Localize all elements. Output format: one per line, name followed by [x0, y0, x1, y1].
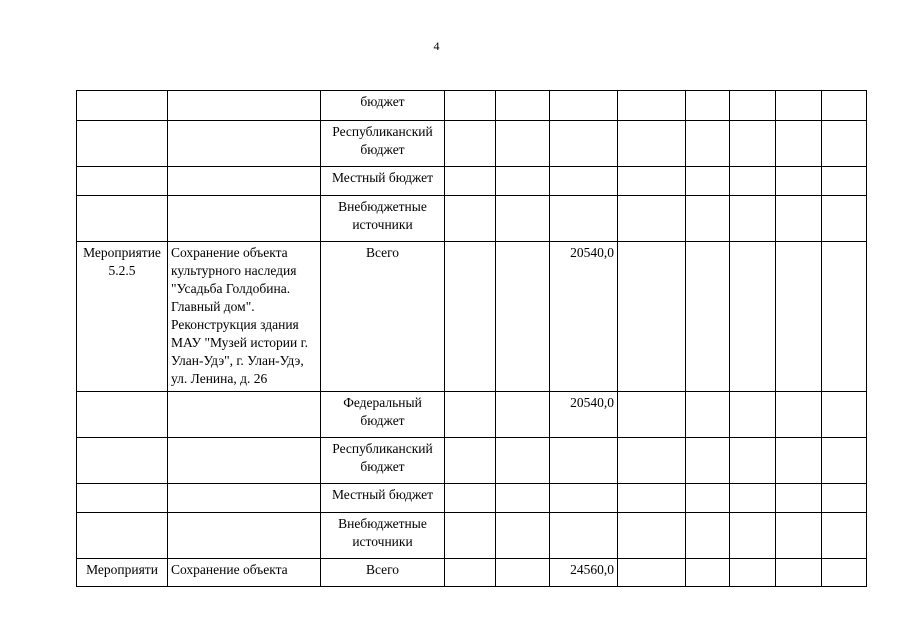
- description-cell: Сохранение объекта культурного наследия "Усадьба Голдобина. Главный дом". Реконструкция здания МАУ "Музей истории г. Улан-Удэ", г. Улан-Удэ, ул. Ленина, д. 26: [168, 242, 321, 392]
- empty-cell: [445, 392, 496, 438]
- amount-cell: [550, 484, 618, 513]
- empty-cell: [730, 438, 776, 484]
- empty-cell: [730, 392, 776, 438]
- description-cell: [168, 438, 321, 484]
- empty-cell: [445, 196, 496, 242]
- empty-cell: [776, 196, 822, 242]
- empty-cell: [686, 242, 730, 392]
- table-row: [77, 559, 867, 587]
- event-cell: Мероприяти: [77, 559, 168, 587]
- funding-source-cell: Всего: [321, 242, 445, 392]
- empty-cell: [496, 167, 550, 196]
- empty-cell: [822, 438, 867, 484]
- description-cell: [168, 392, 321, 438]
- empty-cell: [445, 559, 496, 587]
- event-cell: [77, 91, 168, 121]
- table-row: [77, 91, 867, 121]
- table-row: [77, 121, 867, 167]
- event-cell: Мероприятие 5.2.5: [77, 242, 168, 392]
- amount-cell: [550, 167, 618, 196]
- empty-cell: [618, 559, 686, 587]
- empty-cell: [822, 392, 867, 438]
- table-row: [77, 513, 867, 559]
- empty-cell: [618, 392, 686, 438]
- empty-cell: [618, 513, 686, 559]
- description-cell: [168, 167, 321, 196]
- funding-source-cell: Федеральный бюджет: [321, 392, 445, 438]
- table-row: [77, 438, 867, 484]
- empty-cell: [445, 242, 496, 392]
- event-cell: [77, 438, 168, 484]
- empty-cell: [496, 559, 550, 587]
- empty-cell: [686, 121, 730, 167]
- empty-cell: [822, 196, 867, 242]
- amount-cell: [550, 438, 618, 484]
- description-cell: [168, 513, 321, 559]
- empty-cell: [776, 121, 822, 167]
- empty-cell: [445, 167, 496, 196]
- amount-cell: 24560,0: [550, 559, 618, 587]
- empty-cell: [730, 167, 776, 196]
- event-cell: [77, 196, 168, 242]
- amount-cell: [550, 196, 618, 242]
- empty-cell: [686, 484, 730, 513]
- budget-table: [76, 90, 867, 587]
- empty-cell: [618, 196, 686, 242]
- empty-cell: [776, 392, 822, 438]
- funding-source-cell: Внебюджетные источники: [321, 196, 445, 242]
- empty-cell: [496, 242, 550, 392]
- empty-cell: [686, 91, 730, 121]
- table-row: [77, 392, 867, 438]
- empty-cell: [618, 484, 686, 513]
- description-cell: Сохранение объекта: [168, 559, 321, 587]
- empty-cell: [686, 513, 730, 559]
- table-row: [77, 167, 867, 196]
- empty-cell: [445, 121, 496, 167]
- empty-cell: [776, 559, 822, 587]
- empty-cell: [618, 167, 686, 196]
- empty-cell: [730, 559, 776, 587]
- description-cell: [168, 196, 321, 242]
- empty-cell: [776, 91, 822, 121]
- empty-cell: [730, 196, 776, 242]
- funding-source-cell: Внебюджетные источники: [321, 513, 445, 559]
- event-cell: [77, 484, 168, 513]
- empty-cell: [496, 121, 550, 167]
- empty-cell: [496, 484, 550, 513]
- empty-cell: [496, 513, 550, 559]
- empty-cell: [496, 196, 550, 242]
- funding-source-cell: Всего: [321, 559, 445, 587]
- empty-cell: [618, 121, 686, 167]
- empty-cell: [776, 167, 822, 196]
- empty-cell: [822, 559, 867, 587]
- event-cell: [77, 167, 168, 196]
- description-cell: [168, 121, 321, 167]
- empty-cell: [686, 196, 730, 242]
- funding-source-cell: Республиканский бюджет: [321, 438, 445, 484]
- empty-cell: [686, 167, 730, 196]
- empty-cell: [686, 438, 730, 484]
- empty-cell: [822, 484, 867, 513]
- table-row: [77, 484, 867, 513]
- empty-cell: [730, 242, 776, 392]
- amount-cell: [550, 91, 618, 121]
- empty-cell: [730, 484, 776, 513]
- table-row: [77, 196, 867, 242]
- page-number: 4: [433, 39, 440, 53]
- empty-cell: [822, 121, 867, 167]
- description-cell: [168, 91, 321, 121]
- empty-cell: [730, 513, 776, 559]
- empty-cell: [445, 438, 496, 484]
- empty-cell: [618, 91, 686, 121]
- empty-cell: [776, 242, 822, 392]
- funding-source-cell: бюджет: [321, 91, 445, 121]
- description-cell: [168, 484, 321, 513]
- empty-cell: [730, 91, 776, 121]
- empty-cell: [496, 91, 550, 121]
- empty-cell: [445, 513, 496, 559]
- empty-cell: [496, 392, 550, 438]
- empty-cell: [822, 91, 867, 121]
- empty-cell: [776, 513, 822, 559]
- empty-cell: [618, 242, 686, 392]
- empty-cell: [776, 438, 822, 484]
- empty-cell: [686, 392, 730, 438]
- amount-cell: 20540,0: [550, 392, 618, 438]
- amount-cell: [550, 513, 618, 559]
- empty-cell: [730, 121, 776, 167]
- event-cell: [77, 121, 168, 167]
- empty-cell: [686, 559, 730, 587]
- event-cell: [77, 513, 168, 559]
- amount-cell: [550, 121, 618, 167]
- empty-cell: [822, 513, 867, 559]
- empty-cell: [776, 484, 822, 513]
- funding-source-cell: Местный бюджет: [321, 484, 445, 513]
- amount-cell: 20540,0: [550, 242, 618, 392]
- table-row: [77, 242, 867, 392]
- empty-cell: [618, 438, 686, 484]
- funding-source-cell: Республиканский бюджет: [321, 121, 445, 167]
- empty-cell: [822, 242, 867, 392]
- empty-cell: [496, 438, 550, 484]
- funding-source-cell: Местный бюджет: [321, 167, 445, 196]
- event-cell: [77, 392, 168, 438]
- empty-cell: [445, 91, 496, 121]
- empty-cell: [822, 167, 867, 196]
- empty-cell: [445, 484, 496, 513]
